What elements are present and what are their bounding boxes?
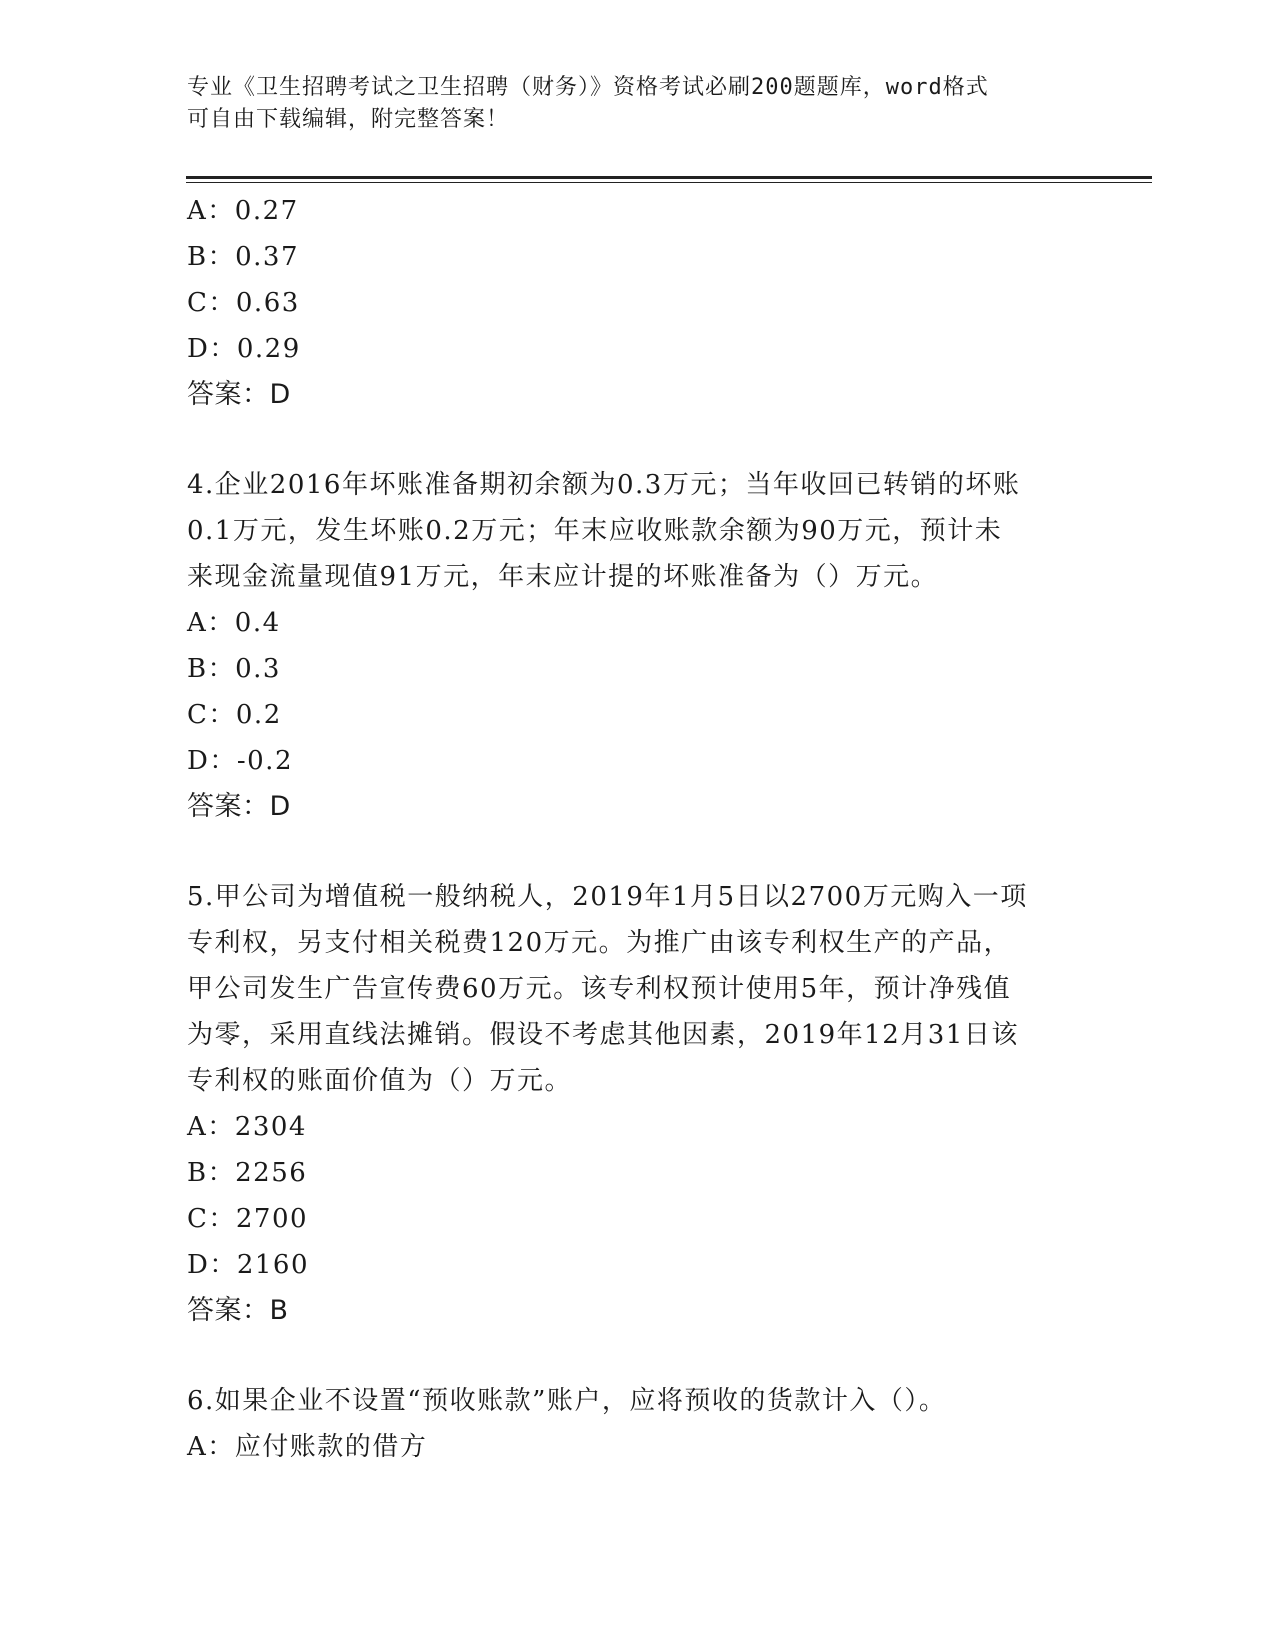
answer: 答案：B	[187, 1295, 289, 1326]
header-title-line-1: 专业《卫生招聘考试之卫生招聘（财务）》资格考试必刷200题题库，word格式	[187, 75, 989, 100]
option-d: D：-0.2	[187, 746, 293, 776]
question-3	[187, 188, 1087, 418]
document-header	[187, 72, 1087, 136]
option-d: D：0.29	[187, 334, 301, 364]
option-c: C：0.63	[187, 288, 300, 318]
option-a: A：2304	[187, 1112, 307, 1142]
question-text-line: 专利权，另支付相关税费120万元。为推广由该专利权生产的产品，	[187, 928, 1012, 958]
question-text-line: 来现金流量现值91万元，年末应计提的坏账准备为（）万元。	[187, 562, 939, 592]
question-4	[187, 462, 1087, 830]
option-d: D：2160	[187, 1250, 310, 1280]
header-rule-thin	[186, 182, 1152, 183]
question-text-line: 甲公司发生广告宣传费60万元。该专利权预计使用5年，预计净残值	[187, 974, 1012, 1004]
question-text-line: 为零，采用直线法摊销。假设不考虑其他因素，2019年12月31日该	[187, 1020, 1019, 1050]
option-c: C：2700	[187, 1204, 309, 1234]
header-rule-thick	[186, 176, 1152, 179]
question-6	[187, 1378, 1087, 1470]
question-text-line: 0.1万元，发生坏账0.2万元；年末应收账款余额为90万元，预计未	[187, 516, 1003, 546]
answer: 答案：D	[187, 791, 291, 822]
question-text-line: 6.如果企业不设置“预收账款”账户，应将预收的货款计入（）。	[187, 1386, 947, 1416]
question-text-line: 专利权的账面价值为（）万元。	[187, 1066, 573, 1096]
answer: 答案：D	[187, 379, 291, 410]
option-a: A：0.27	[187, 196, 299, 226]
header-title-line-2: 可自由下载编辑，附完整答案！	[187, 107, 510, 132]
question-5	[187, 874, 1087, 1334]
option-b: B：2256	[187, 1158, 308, 1188]
question-text-line: 4.企业2016年坏账准备期初余额为0.3万元；当年收回已转销的坏账	[187, 470, 1021, 500]
option-a: A：0.4	[187, 608, 281, 638]
question-text-line: 5.甲公司为增值税一般纳税人，2019年1月5日以2700万元购入一项	[187, 882, 1028, 912]
option-b: B：0.3	[187, 654, 281, 684]
document-body	[187, 188, 1087, 1470]
option-b: B：0.37	[187, 242, 299, 272]
option-c: C：0.2	[187, 700, 282, 730]
option-a: A：应付账款的借方	[187, 1432, 428, 1462]
